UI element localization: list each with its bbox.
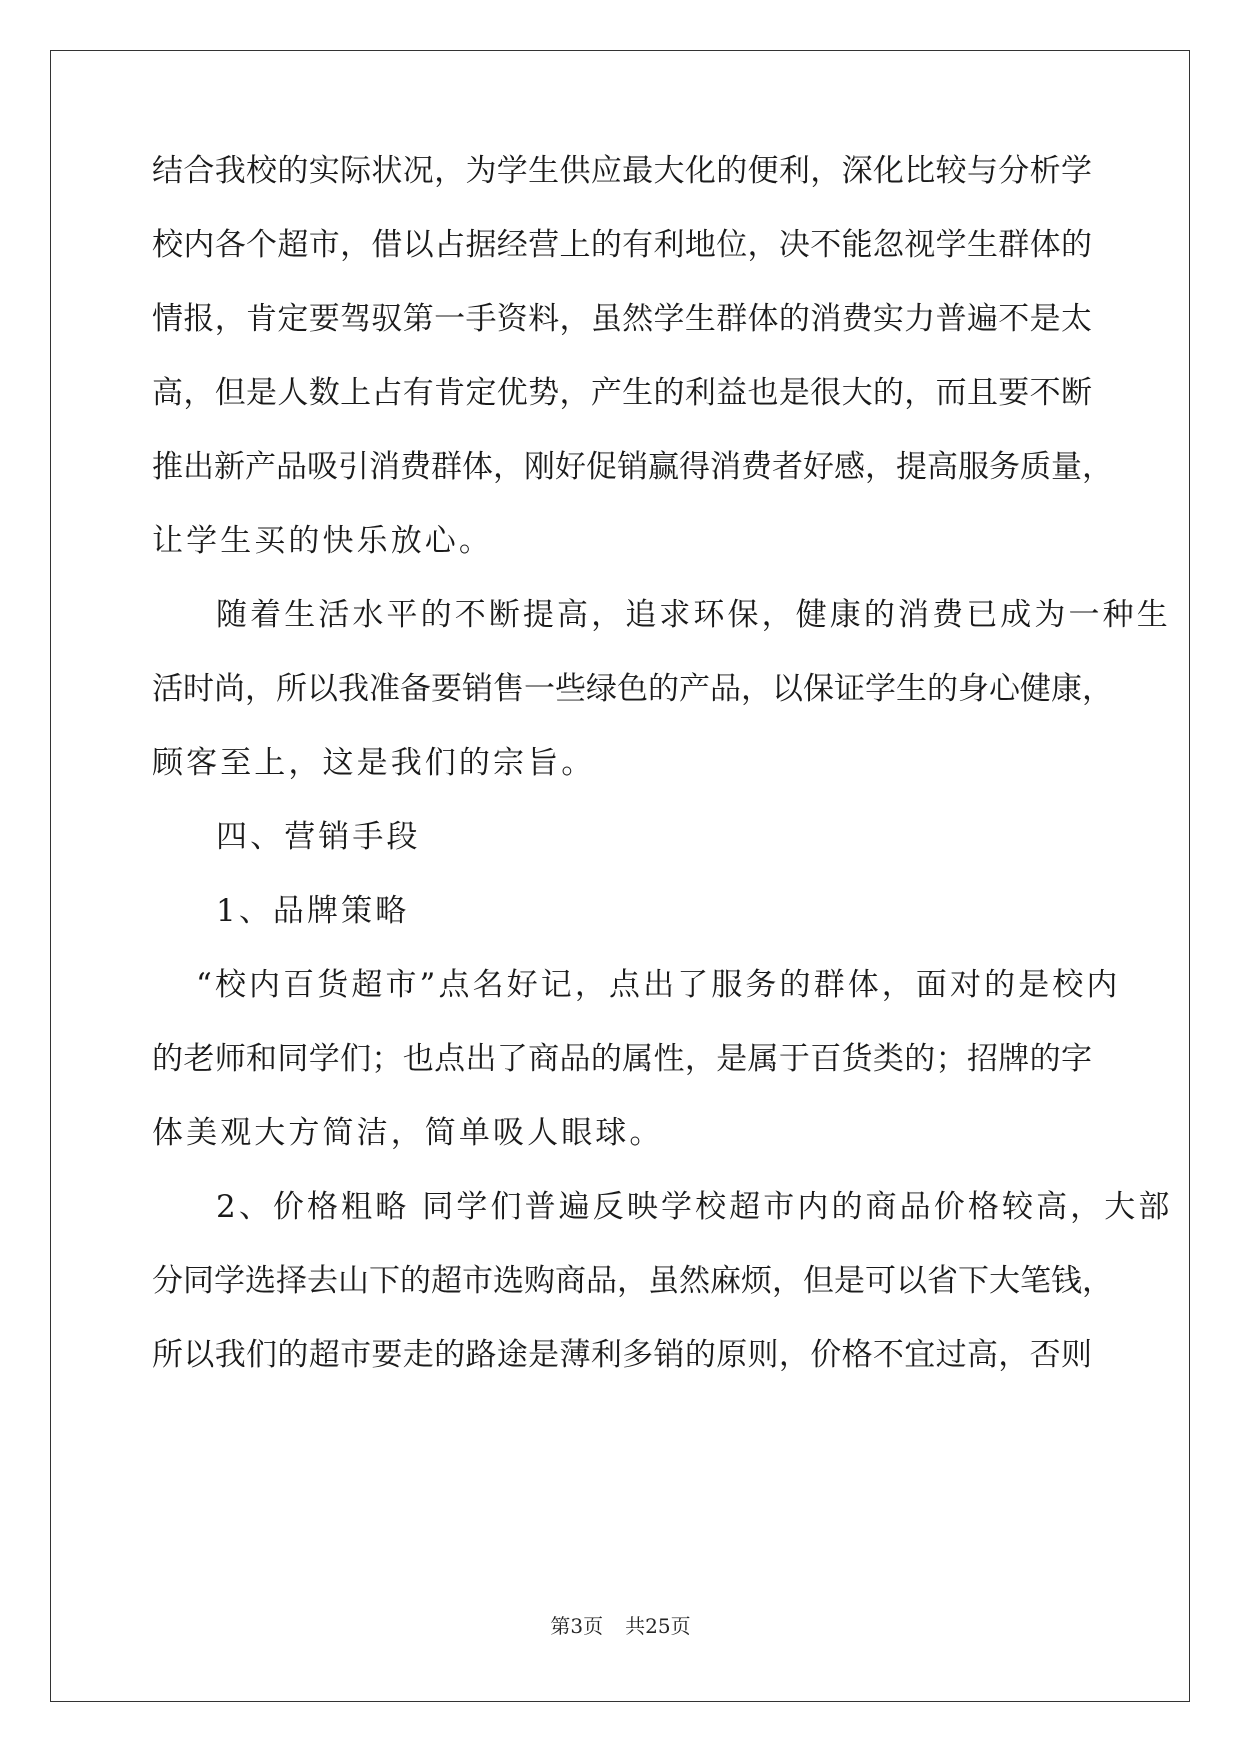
text-line: 2、价格粗略 同学们普遍反映学校超市内的商品价格较高，大部 [216, 1189, 1173, 1225]
text-line: 随着生活水平的不断提高，追求环保，健康的消费已成为一种生 [216, 597, 1171, 633]
text-line: 校内各个超市，借以占据经营上的有利地位，决不能忽视学生群体的 [152, 227, 1092, 263]
subsection-heading: 1、品牌策略 [216, 893, 410, 929]
text-line: 分同学选择去山下的超市选购商品，虽然麻烦，但是可以省下大笔钱， [152, 1263, 1113, 1299]
text-line: 的老师和同学们；也点出了商品的属性，是属于百货类的；招牌的字 [152, 1041, 1092, 1077]
page-number: 第3页 [550, 1614, 604, 1638]
text-line: 情报，肯定要驾驭第一手资料，虽然学生群体的消费实力普遍不是太 [152, 301, 1092, 337]
text-line: 让学生买的快乐放心。 [152, 523, 493, 559]
text-line: 高，但是人数上占有肯定优势，产生的利益也是很大的，而且要不断 [152, 375, 1092, 411]
section-heading: 四、营销手段 [216, 819, 421, 855]
text-line: 结合我校的实际状况，为学生供应最大化的便利，深化比较与分析学 [152, 153, 1092, 189]
text-line: 体美观大方简洁，简单吸人眼球。 [152, 1115, 664, 1151]
text-line: 推出新产品吸引消费群体，刚好促销赢得消费者好感，提高服务质量， [152, 449, 1113, 485]
page-footer [0, 1614, 1241, 1638]
page-border [50, 50, 1190, 1702]
text-line: 顾客至上，这是我们的宗旨。 [152, 745, 596, 781]
text-line: “校内百货超市”点名好记，点出了服务的群体，面对的是校内 [196, 967, 1121, 1003]
text-line: 所以我们的超市要走的路途是薄利多销的原则，价格不宜过高，否则 [152, 1337, 1092, 1373]
page-total: 共25页 [625, 1614, 691, 1638]
text-line: 活时尚，所以我准备要销售一些绿色的产品，以保证学生的身心健康， [152, 671, 1113, 707]
